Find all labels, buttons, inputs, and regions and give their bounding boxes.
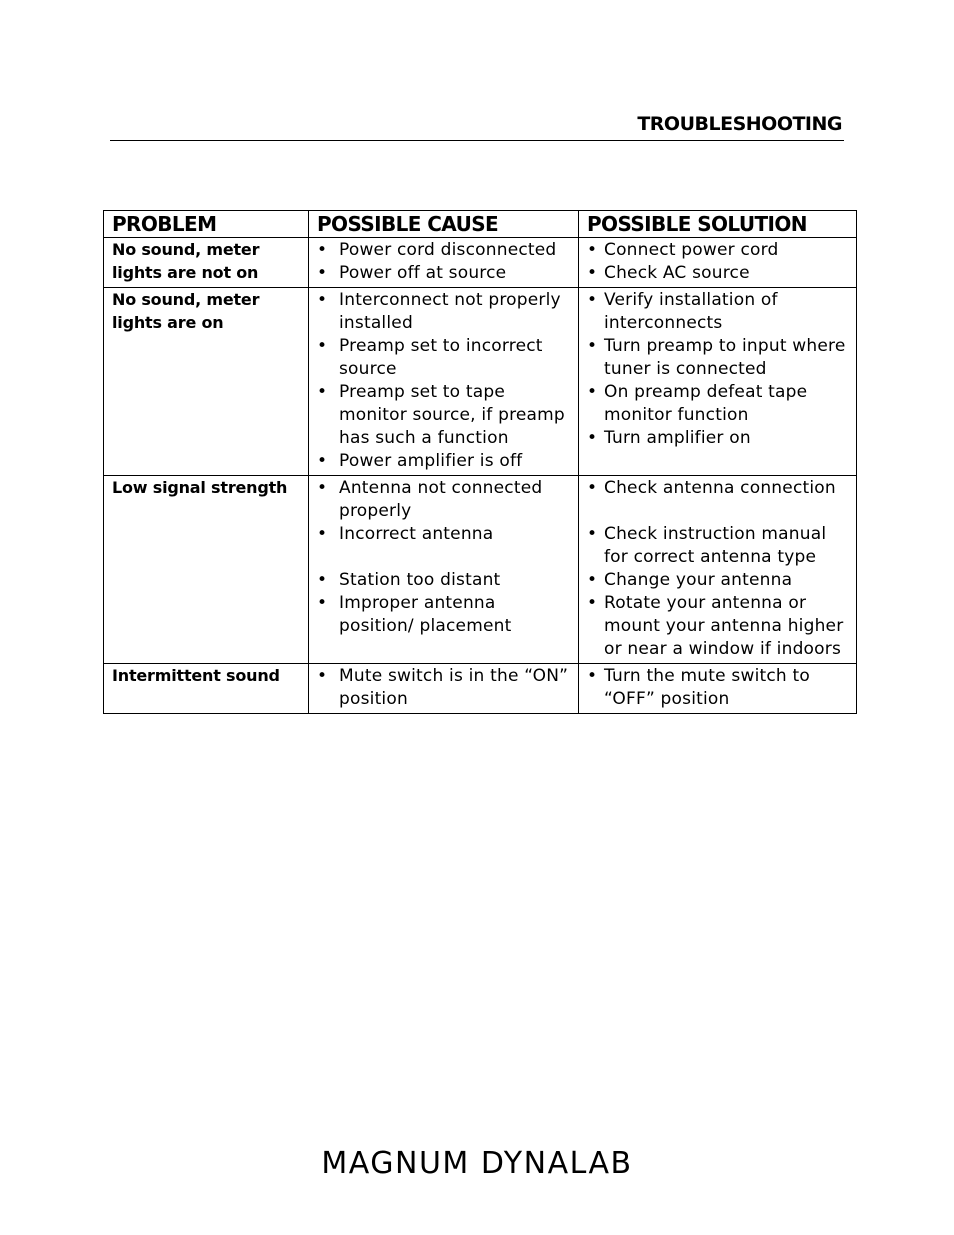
problem-cell: No sound, meter lights are not on	[104, 238, 309, 288]
table-row	[104, 664, 857, 714]
header-possible-cause: POSSIBLE CAUSE	[309, 211, 579, 238]
solution-item: • On preamp defeat tape monitor function	[587, 381, 848, 427]
header-possible-solution: POSSIBLE SOLUTION	[579, 211, 857, 238]
solution-cell	[579, 664, 857, 714]
cause-item: • Preamp set to incorrect source	[317, 335, 570, 381]
cause-item: • Station too distant	[317, 569, 570, 592]
cause-item: • Improper antenna position/ placement	[317, 592, 570, 638]
table-row	[104, 288, 857, 476]
solution-item: • Change your antenna	[587, 569, 848, 592]
solution-list	[587, 665, 848, 711]
solution-item: • Rotate your antenna or mount your antenna higher or near a window if indoors	[587, 592, 848, 661]
table-row	[104, 476, 857, 664]
title-rule	[110, 140, 844, 141]
solution-item: • Turn preamp to input where tuner is connected	[587, 335, 848, 381]
problem-cell: Low signal strength	[104, 476, 309, 664]
cause-list	[317, 477, 570, 638]
cause-cell	[309, 664, 579, 714]
cause-item: • Mute switch is in the “ON” position	[317, 665, 570, 711]
section-title: TROUBLESHOOTING	[637, 113, 842, 135]
cause-cell	[309, 476, 579, 664]
cause-item: • Antenna not connected properly	[317, 477, 570, 523]
solution-list	[587, 289, 848, 450]
cause-cell	[309, 288, 579, 476]
solution-cell	[579, 238, 857, 288]
cause-list	[317, 289, 570, 473]
cause-item: • Incorrect antenna	[317, 523, 570, 546]
cause-item: • Preamp set to tape monitor source, if preamp has such a function	[317, 381, 570, 450]
solution-item: • Verify installation of interconnects	[587, 289, 848, 335]
solution-item: • Turn the mute switch to “OFF” position	[587, 665, 848, 711]
cause-list	[317, 665, 570, 711]
troubleshooting-table	[103, 210, 857, 714]
brand-logo-text: MAGNUM DYNALAB	[321, 1146, 633, 1181]
solution-list	[587, 477, 848, 661]
cause-list	[317, 239, 570, 285]
cause-item: • Power off at source	[317, 262, 570, 285]
problem-cell: Intermittent sound	[104, 664, 309, 714]
table-header-row	[104, 211, 857, 238]
solution-cell	[579, 476, 857, 664]
solution-cell	[579, 288, 857, 476]
solution-list	[587, 239, 848, 285]
solution-item: • Check antenna connection	[587, 477, 848, 500]
problem-cell: No sound, meter lights are on	[104, 288, 309, 476]
solution-item: • Check AC source	[587, 262, 848, 285]
table-row	[104, 238, 857, 288]
cause-item: • Power cord disconnected	[317, 239, 570, 262]
cause-item: • Interconnect not properly installed	[317, 289, 570, 335]
solution-item: • Check instruction manual for correct antenna type	[587, 523, 848, 569]
solution-item: • Connect power cord	[587, 239, 848, 262]
solution-item: • Turn amplifier on	[587, 427, 848, 450]
header-problem: PROBLEM	[104, 211, 309, 238]
cause-item: • Power amplifier is off	[317, 450, 570, 473]
cause-cell	[309, 238, 579, 288]
